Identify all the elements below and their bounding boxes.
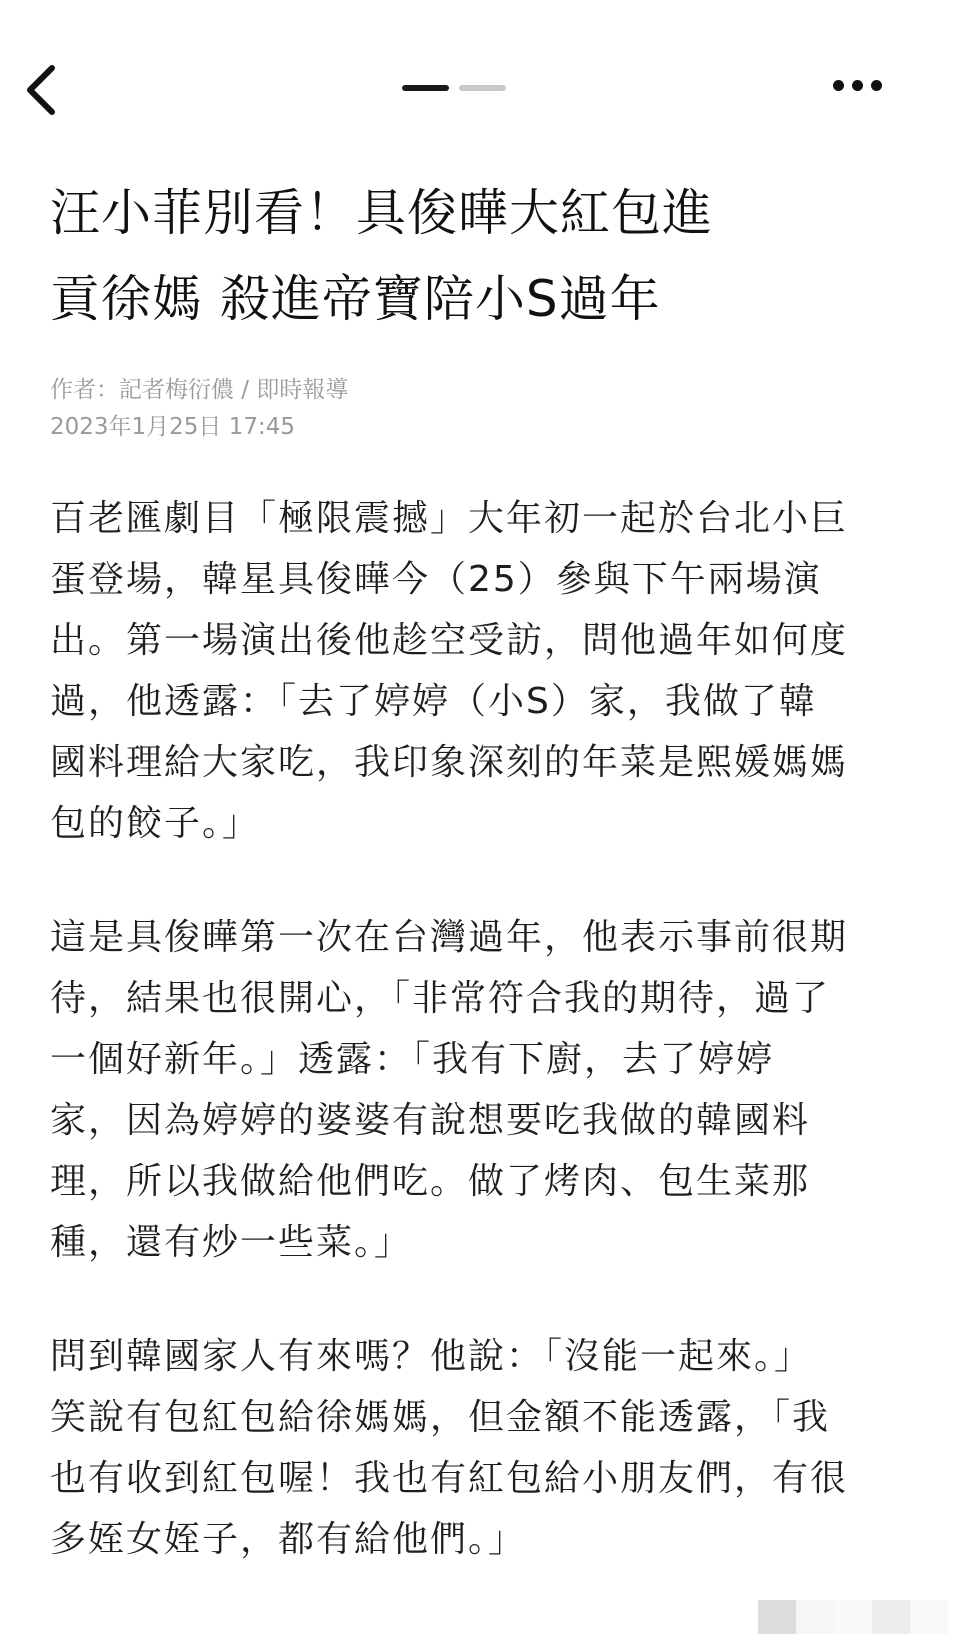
article-title xyxy=(50,170,930,342)
paragraph-line: 包的餃子。」 xyxy=(50,803,261,844)
watermark xyxy=(758,1600,948,1634)
article-paragraph xyxy=(50,1326,930,1570)
article-paragraph xyxy=(50,907,930,1273)
top-nav-bar xyxy=(0,0,959,180)
paragraph-line: 理，所以我做給他們吃。做了烤肉、包生菜那 xyxy=(50,1161,811,1202)
paragraph-line: 百老匯劇目「極限震撼」大年初一起於台北小巨 xyxy=(50,498,849,539)
paragraph-line: 這是具俊曄第一次在台灣過年，他表示事前很期 xyxy=(50,917,849,958)
paragraph-line: 問到韓國家人有來嗎？他說：「沒能一起來。」 xyxy=(50,1336,813,1377)
paragraph-line: 待，結果也很開心，「非常符合我的期待，過了 xyxy=(50,978,831,1019)
back-button[interactable] xyxy=(22,62,62,118)
author-byline: 作者：記者梅衍儂 / 即時報導 xyxy=(50,377,349,403)
publish-date: 2023年1月25日 17:45 xyxy=(50,414,296,440)
more-horizontal-icon xyxy=(833,80,844,91)
paragraph-line: 家，因為婷婷的婆婆有說想要吃我做的韓國料 xyxy=(50,1100,811,1141)
paragraph-line: 種，還有炒一些菜。」 xyxy=(50,1222,413,1263)
page-indicator xyxy=(402,85,506,91)
paragraph-line: 一個好新年。」透露：「我有下廚，去了婷婷 xyxy=(50,1039,775,1080)
page-indicator-active xyxy=(402,85,449,91)
more-dot xyxy=(871,80,882,91)
title-line: 貢徐媽 殺進帝寶陪小S過年 xyxy=(50,270,661,328)
more-button[interactable] xyxy=(833,80,882,91)
article-paragraph xyxy=(50,488,930,854)
paragraph-line: 國料理給大家吃，我印象深刻的年菜是熙媛媽媽 xyxy=(50,742,849,783)
chevron-left-icon xyxy=(22,62,62,118)
article-body xyxy=(50,488,930,1623)
paragraph-line: 蛋登場，韓星具俊曄今（25）參與下午兩場演 xyxy=(50,559,822,600)
title-line: 汪小菲別看！具俊曄大紅包進 xyxy=(50,184,713,242)
paragraph-line: 多姪女姪子，都有給他們。」 xyxy=(50,1519,527,1560)
more-dot xyxy=(852,80,863,91)
page-indicator-inactive xyxy=(459,85,506,91)
paragraph-line: 過，他透露：「去了婷婷（小S）家，我做了韓 xyxy=(50,681,817,722)
article-meta xyxy=(50,372,348,446)
paragraph-line: 出。第一場演出後他趁空受訪，問他過年如何度 xyxy=(50,620,849,661)
paragraph-line: 也有收到紅包喔！我也有紅包給小朋友們，有很 xyxy=(50,1458,849,1499)
paragraph-line: 笑說有包紅包給徐媽媽，但金額不能透露，「我 xyxy=(50,1397,831,1438)
